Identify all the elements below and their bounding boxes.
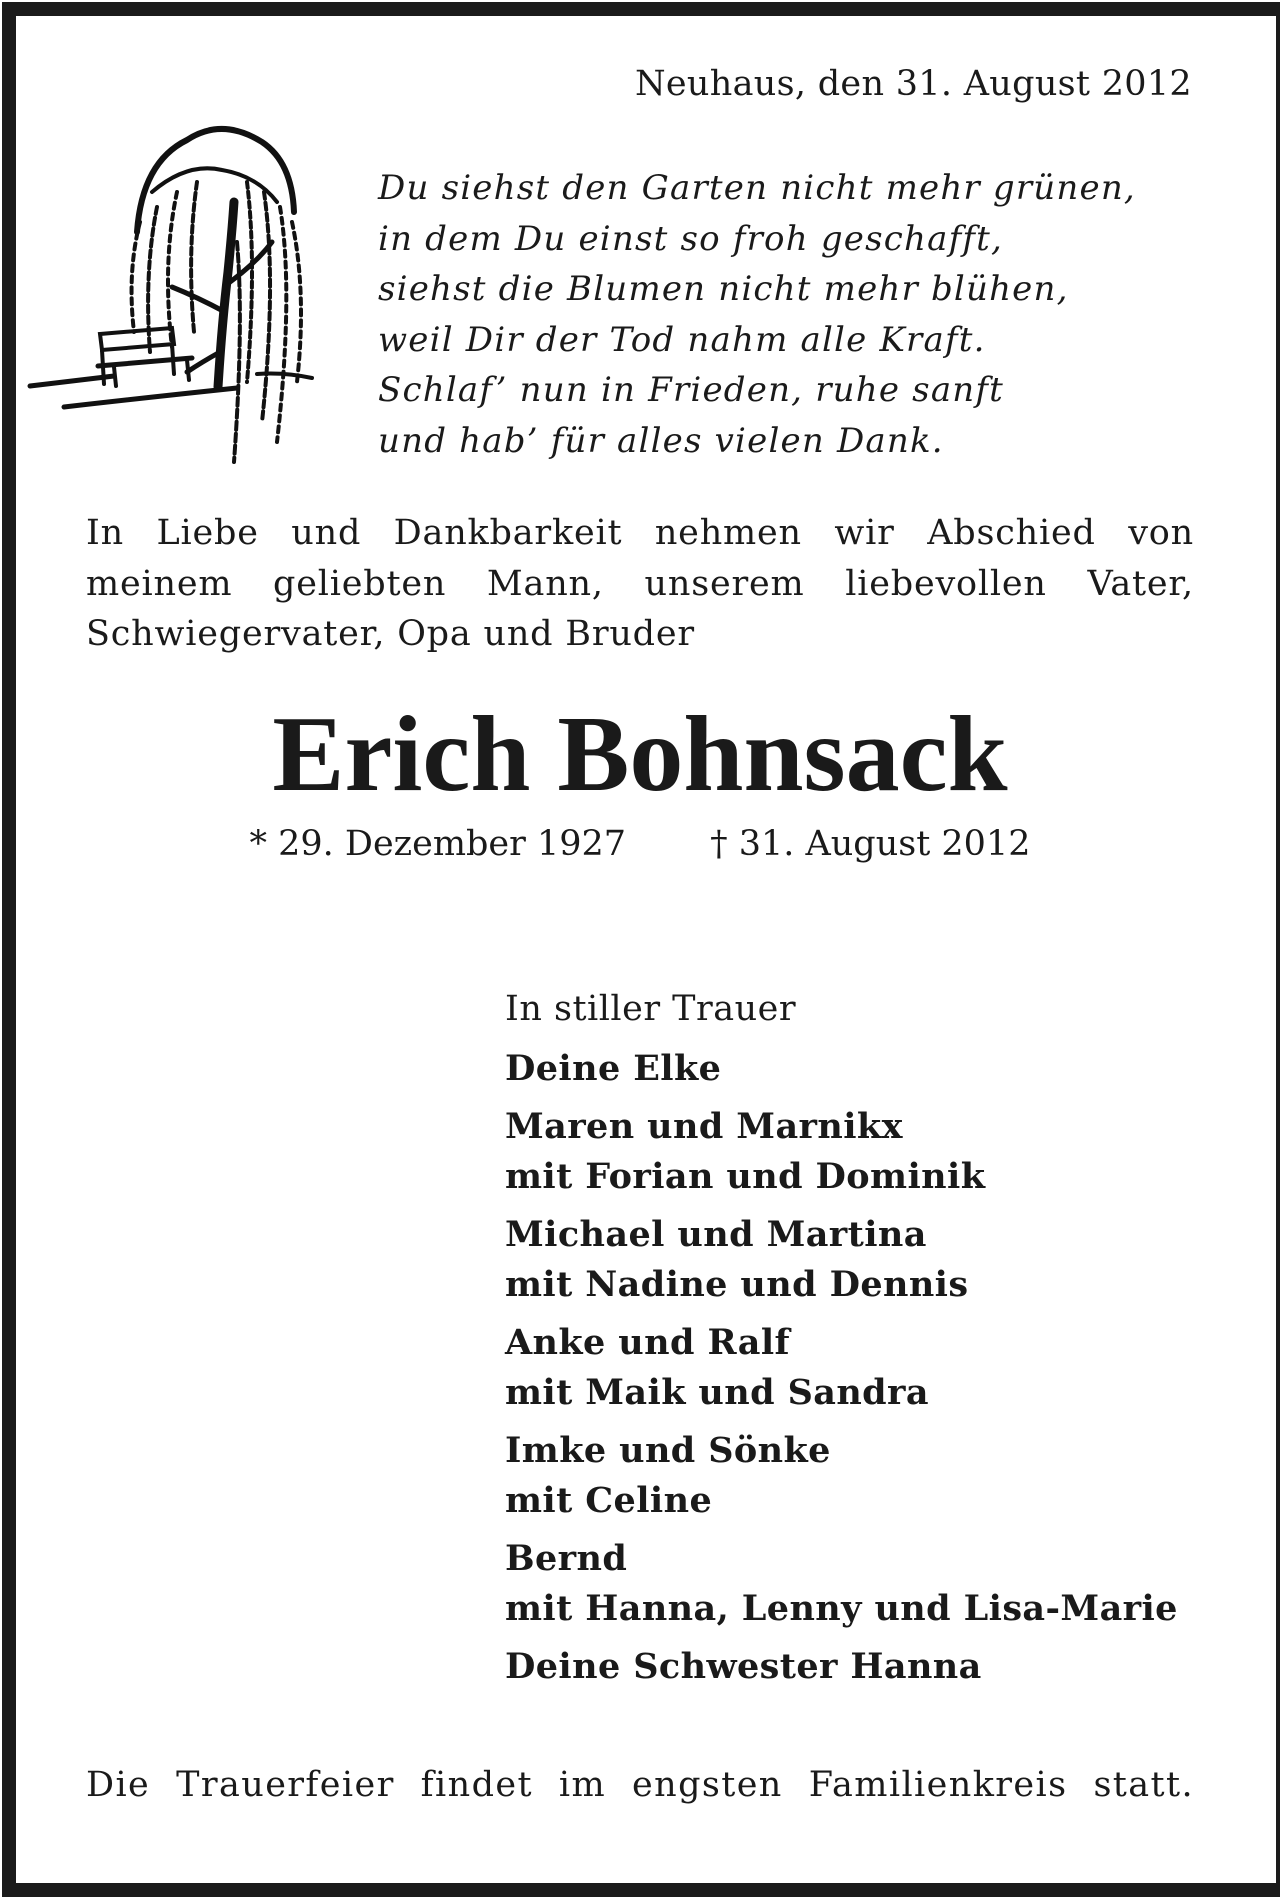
mourner-line: Bernd: [505, 1538, 628, 1579]
mourner-line: mit Maik und Sandra: [505, 1372, 929, 1413]
mourner-line: mit Nadine und Dennis: [505, 1264, 969, 1305]
poem-line: in dem Du einst so froh geschafft,: [378, 218, 1004, 259]
poem-line: und hab’ für alles vielen Dank.: [378, 420, 944, 461]
mourner-line: Anke und Ralf: [505, 1322, 790, 1363]
poem-line: weil Dir der Tod nahm alle Kraft.: [378, 319, 986, 360]
funeral-note: Die Trauerfeier findet im engsten Familienkreis statt.: [86, 1765, 1194, 1805]
poem-line: siehst die Blumen nicht mehr blühen,: [378, 269, 1069, 309]
intro-line: In Liebe und Dankbarkeit nehmen wir Abschied von: [86, 513, 1194, 553]
mourner-group: [505, 1318, 1225, 1418]
deceased-name: Erich Bohnsack: [272, 695, 1008, 814]
poem: [378, 163, 1198, 466]
weeping-willow-with-bench-icon: [22, 122, 362, 467]
poem-line: Du siehst den Garten nicht mehr grünen,: [378, 168, 1136, 208]
life-dates: [0, 824, 1280, 864]
mourner-line: Deine Schwester Hanna: [505, 1646, 982, 1687]
mourner-line: Deine Elke: [505, 1048, 722, 1089]
mourner-line: mit Forian und Dominik: [505, 1156, 986, 1197]
mourner-group: [505, 1534, 1225, 1634]
poem-line: Schlaf’ nun in Frieden, ruhe sanft: [378, 370, 1005, 410]
mourner-group: [505, 1210, 1225, 1310]
birth-date: * 29. Dezember 1927: [249, 824, 627, 864]
farewell-intro: [86, 508, 1194, 660]
mourner-line: Michael und Martina: [505, 1214, 927, 1255]
mourners-list: [505, 984, 1225, 1700]
mourner-group: [505, 1044, 1225, 1094]
mourner-line: mit Hanna, Lenny und Lisa-Marie: [505, 1588, 1178, 1629]
mourner-group: [505, 1102, 1225, 1202]
death-date: † 31. August 2012: [710, 824, 1031, 864]
mourner-line: mit Celine: [505, 1480, 713, 1521]
mourner-line: Maren und Marnikx: [505, 1106, 903, 1147]
mourner-group: [505, 1642, 1225, 1692]
intro-line: meinem geliebten Mann, unserem liebevollen Vater,: [86, 563, 1194, 604]
mourning-lead: In stiller Trauer: [505, 989, 797, 1029]
place-date: Neuhaus, den 31. August 2012: [634, 64, 1192, 104]
mourner-line: Imke und Sönke: [505, 1430, 831, 1471]
intro-line: Schwiegervater, Opa und Bruder: [86, 614, 695, 654]
mourner-group: [505, 1426, 1225, 1526]
